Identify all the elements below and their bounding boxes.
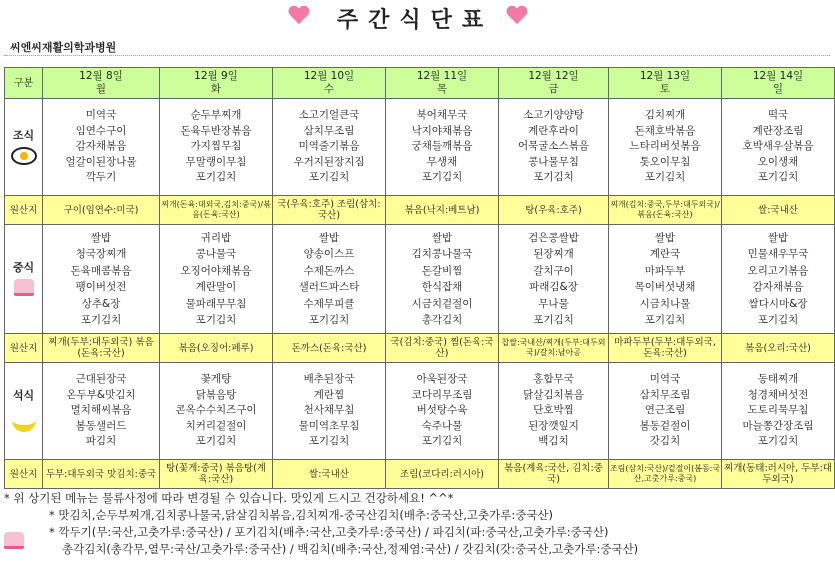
menu-item: 수제돈까스 <box>303 264 355 277</box>
meal-row <box>5 225 835 334</box>
meal-row <box>5 99 835 196</box>
origin-cell: 조림(삼치:국산)/겉절이(봄동:국산,고춧가루:중국) <box>609 460 722 489</box>
menu-item: 갓김치 <box>649 435 681 448</box>
menu-item: 청국장찌개 <box>75 248 127 260</box>
day-weekday: 목 <box>436 83 448 95</box>
menu-item: 계란국 <box>649 248 681 260</box>
origin-cell: 찌개(두부:대두외국) 볶음(돈육:국산) <box>43 334 160 363</box>
origin-cell: 볶음(낙지:베트남) <box>386 196 499 225</box>
origin-cell: 볶음(오징어:페루) <box>160 334 273 363</box>
divider <box>4 55 830 62</box>
menu-item: 계란장조림 <box>752 124 804 137</box>
menu-item: 소고기얼큰국 <box>298 109 360 122</box>
menu-cell <box>160 225 273 334</box>
menu-item: 봄동겉절이 <box>639 419 691 432</box>
origin-cell: 탕(우육:호주) <box>499 196 609 225</box>
day-header <box>160 68 273 99</box>
menu-item: 버섯탕수육 <box>416 404 468 417</box>
menu-item: 무나물 <box>538 297 569 310</box>
menu-item: 총각김치 <box>421 314 463 326</box>
menu-item: 목이버섯냉채 <box>634 281 696 293</box>
menu-item: 포기김치 <box>644 314 686 326</box>
menu-item: 숙주나물 <box>421 419 463 432</box>
menu-cell <box>43 363 160 460</box>
menu-item: 김치찌개 <box>644 109 686 122</box>
menu-item: 감자채볶음 <box>752 281 804 293</box>
meal-label: 조식 <box>12 128 35 142</box>
menu-item: 포기김치 <box>533 314 574 326</box>
menu-item: 감자채볶음 <box>75 140 127 153</box>
menu-item: 포기김치 <box>308 171 350 184</box>
menu-item: 시금치겉절이 <box>411 297 473 310</box>
origin-row <box>5 196 835 225</box>
day-header <box>722 68 835 99</box>
note-line: * 위 상기된 메뉴는 물류사정에 따라 변경될 수 있습니다. 맛있게 드시고 건강하세요! ^^* <box>4 491 454 505</box>
meal-label: 석식 <box>12 389 35 402</box>
menu-item: 포기김치 <box>757 171 799 184</box>
day-header <box>43 68 160 99</box>
menu-item: 연근조림 <box>644 404 686 417</box>
menu-item: 호박새우살볶음 <box>742 140 814 153</box>
menu-item: 얼갈이된장나물 <box>65 155 137 168</box>
menu-item: 삼치무조림 <box>303 124 355 137</box>
menu-item: 샐러드파스타 <box>298 281 360 293</box>
origin-cell: 찹쌀:국내산/찌개(두부:대두외국)/갈치:남아공 <box>499 334 609 363</box>
note-line: * 맛김치,순두부찌개,김치콩나물국,닭살김치볶음,김치찌개-중국산김치(배추:중국산,고춧가루:중국산) <box>49 508 554 522</box>
menu-item: 포기김치 <box>421 171 463 184</box>
day-date: 12월 11일 <box>416 70 468 82</box>
meal-label-cell <box>5 225 43 334</box>
day-date: 12월 13일 <box>639 70 691 82</box>
origin-cell: 쌀:국내산 <box>273 460 386 489</box>
menu-item: 돈갈비찜 <box>421 264 463 277</box>
menu-item: 포기김치 <box>757 314 799 326</box>
day-date: 12월 10일 <box>303 70 355 82</box>
day-header <box>386 68 499 99</box>
menu-cell <box>722 363 835 460</box>
menu-item: 포기김치 <box>308 314 350 326</box>
menu-item: 어묵굴소스볶음 <box>517 140 589 153</box>
menu-item: 오징어야채볶음 <box>180 264 252 277</box>
menu-item: 미역국 <box>649 373 681 386</box>
origin-row <box>5 334 835 363</box>
day-header <box>273 68 386 99</box>
gubun-header: 구분 <box>5 68 43 99</box>
origin-cell: 두부:대두외국 맛김치:중국 <box>43 460 160 489</box>
menu-cell <box>386 225 499 334</box>
origin-label: 원산지 <box>5 196 43 225</box>
origin-cell: 찌개(돈육:대외국,김치:중국)/볶음(돈육:국산) <box>160 196 273 225</box>
menu-item: 치커리겉절이 <box>185 419 247 432</box>
menu-item: 팽이버섯전 <box>75 281 127 293</box>
egg-icon <box>11 147 37 165</box>
menu-cell <box>499 363 609 460</box>
menu-item: 가지찜무침 <box>190 140 242 153</box>
menu-item: 느타리버섯볶음 <box>629 140 701 153</box>
banana-icon <box>12 405 36 432</box>
menu-item: 돈채호박볶음 <box>634 124 696 137</box>
menu-item: 시금치나물 <box>639 297 691 310</box>
day-date: 12월 12일 <box>528 70 579 82</box>
origin-cell: 찌개(김치:중국,두부:대두외국)/볶음(돈육:국산) <box>609 196 722 225</box>
menu-cell <box>386 363 499 460</box>
day-weekday: 월 <box>95 83 107 95</box>
day-weekday: 금 <box>548 83 559 95</box>
day-weekday: 수 <box>323 83 335 95</box>
meal-row <box>5 363 835 460</box>
menu-cell <box>499 225 609 334</box>
menu-item: 검은콩쌀밥 <box>528 231 579 244</box>
menu-item: 쌀밥 <box>654 231 676 244</box>
day-weekday: 일 <box>772 83 784 95</box>
menu-cell <box>273 99 386 196</box>
menu-item: 포기김치 <box>421 435 463 448</box>
menu-cell <box>160 363 273 460</box>
menu-item: 포기김치 <box>757 435 799 448</box>
menu-item: 포기김치 <box>80 314 122 326</box>
menu-item: 된장찌개 <box>533 248 574 260</box>
menu-item: 삼치무조림 <box>639 388 691 401</box>
menu-cell <box>43 99 160 196</box>
note-line: 총각김치(총각무,열무:국산/고춧가루:중국산) / 백김치(배추:국산,정제염:국산) / 갓김치(갓:중국산,고춧가루:중국산) <box>62 542 639 556</box>
menu-item: 우거지된장지짐 <box>293 155 365 168</box>
menu-item: 포기김치 <box>195 435 237 448</box>
meal-label-cell <box>5 99 43 196</box>
menu-item: 포기김치 <box>195 171 237 184</box>
menu-item: 봄동샐러드 <box>75 419 127 432</box>
menu-item: 동태찌개 <box>757 373 799 386</box>
origin-cell: 볶음(오리:국산) <box>722 334 835 363</box>
menu-item: 무말랭이무침 <box>185 155 247 168</box>
menu-item: 깍두기 <box>85 171 117 184</box>
origin-cell: 탕(꽃게:중국) 볶음탕(계육:국산) <box>160 460 273 489</box>
heart-icon <box>288 6 310 26</box>
menu-cell <box>273 363 386 460</box>
menu-item: 한식잡채 <box>421 281 463 293</box>
menu-item: 근대된장국 <box>75 373 127 386</box>
menu-item: 쌀밥 <box>767 231 789 244</box>
origin-cell: 볶음(계육:국산, 김치:중국) <box>499 460 609 489</box>
menu-item: 물미역초무침 <box>298 419 360 432</box>
heart-icon <box>506 6 528 26</box>
menu-cell <box>43 225 160 334</box>
menu-item: 콩나물무침 <box>528 155 579 168</box>
day-weekday: 화 <box>210 83 222 95</box>
menu-item: 돈육두반장볶음 <box>180 124 252 137</box>
title-bar <box>0 0 835 34</box>
menu-item: 코다리무조림 <box>411 388 473 401</box>
menu-item: 떡국 <box>767 109 789 122</box>
menu-item: 포기김치 <box>533 171 574 184</box>
origin-cell: 조림(코다리:러시아) <box>386 460 499 489</box>
menu-item: 포기김치 <box>644 171 686 184</box>
menu-item: 오이생채 <box>757 155 799 168</box>
menu-item: 파김치 <box>85 435 117 448</box>
menu-item: 쌀밥 <box>90 231 112 244</box>
menu-item: 톳오이무침 <box>639 155 691 168</box>
menu-item: 물파래무무침 <box>185 297 247 310</box>
menu-item: 배추된장국 <box>303 373 355 386</box>
menu-item: 양송이스프 <box>303 248 355 260</box>
origin-cell: 구이(임연수:미국) <box>43 196 160 225</box>
menu-item: 멸치해씨볶음 <box>70 404 132 417</box>
menu-item: 쌀밥 <box>318 231 340 244</box>
menu-item: 된장깻잎지 <box>528 419 579 432</box>
menu-item: 마늘쫑간장조림 <box>742 419 814 432</box>
origin-cell: 찌개(동태:러시아, 두부:대두외국) <box>722 460 835 489</box>
origin-cell: 국(김치:중국) 찜(돈육:국산) <box>386 334 499 363</box>
meal-label-cell <box>5 363 43 460</box>
menu-item: 계란찜 <box>313 388 345 401</box>
menu-item: 귀리밥 <box>200 231 232 244</box>
menu-table <box>4 67 835 489</box>
menu-item: 쌈다시마&장 <box>748 297 808 310</box>
menu-item: 순두부찌개 <box>190 109 242 122</box>
menu-item: 궁채들깨볶음 <box>411 140 473 153</box>
menu-item: 계란후라이 <box>528 124 579 137</box>
menu-item: 미역줄기볶음 <box>298 140 360 153</box>
menu-cell <box>722 225 835 334</box>
origin-label: 원산지 <box>5 460 43 489</box>
meal-label: 중식 <box>12 261 35 274</box>
menu-cell <box>722 99 835 196</box>
menu-cell <box>609 363 722 460</box>
menu-cell <box>386 99 499 196</box>
menu-item: 오리고기볶음 <box>747 264 809 277</box>
menu-item: 돈육매콤볶음 <box>70 264 132 277</box>
menu-item: 소고기양양탕 <box>523 109 584 122</box>
menu-item: 닭볶음탕 <box>195 388 237 401</box>
cake-icon <box>14 279 34 296</box>
menu-item: 낙지야채볶음 <box>411 124 473 137</box>
menu-cell <box>499 99 609 196</box>
menu-item: 계란말이 <box>195 281 237 293</box>
menu-item: 쌀밥 <box>431 231 453 244</box>
header-row <box>5 68 835 99</box>
day-weekday: 토 <box>659 83 671 95</box>
menu-item: 백김치 <box>538 435 569 448</box>
menu-item: 김치콩나물국 <box>411 248 473 260</box>
day-date: 12월 14일 <box>752 70 804 82</box>
menu-item: 꽃게탕 <box>200 373 232 386</box>
day-date: 12월 8일 <box>79 70 123 82</box>
day-date: 12월 9일 <box>194 70 238 82</box>
origin-cell: 돈까스(돈육:국산) <box>273 334 386 363</box>
menu-item: 미역국 <box>85 109 117 122</box>
origin-cell: 마파두부(두부:대두외국, 돈육:국산) <box>609 334 722 363</box>
origin-label: 원산지 <box>5 334 43 363</box>
menu-item: 포기김치 <box>195 314 237 326</box>
day-header <box>499 68 609 99</box>
menu-item: 갈치구이 <box>533 264 574 277</box>
menu-item: 콘옥수수치즈구이 <box>175 404 257 417</box>
menu-item: 청경채버섯전 <box>747 388 809 401</box>
menu-item: 도토리묵무침 <box>747 404 809 417</box>
hospital-name: 씨엔씨재활의학과병원 <box>10 41 117 54</box>
menu-cell <box>273 225 386 334</box>
menu-item: 아욱된장국 <box>416 373 468 386</box>
menu-item: 닭살김치볶음 <box>523 388 584 401</box>
menu-item: 무생채 <box>426 155 458 168</box>
day-header <box>609 68 722 99</box>
menu-item: 임연수구이 <box>75 124 127 137</box>
page-title: 주간식단표 <box>336 7 494 33</box>
menu-item: 홍합무국 <box>533 373 574 386</box>
menu-item: 온두부&맛김치 <box>66 388 136 401</box>
menu-item: 포기김치 <box>308 435 350 448</box>
menu-cell <box>609 99 722 196</box>
menu-item: 파래김&장 <box>529 281 578 293</box>
menu-item: 수제무피클 <box>303 297 355 310</box>
menu-item: 북어채무국 <box>416 109 468 122</box>
menu-item: 단호박찜 <box>533 404 574 417</box>
menu-cell <box>609 225 722 334</box>
menu-item: 콩나물국 <box>195 248 237 260</box>
menu-item: 상추&장 <box>81 297 121 310</box>
menu-item: 민물새우무국 <box>747 248 809 260</box>
notes <box>4 490 832 558</box>
menu-item: 마파두부 <box>644 264 686 277</box>
origin-row <box>5 460 835 489</box>
menu-cell <box>160 99 273 196</box>
origin-cell: 쌀:국내산 <box>722 196 835 225</box>
menu-item: 천사채무침 <box>303 404 355 417</box>
note-line: * 깍두기(무:국산,고춧가루:중국산) / 포기김치(배추:국산,고춧가루:중국산) / 파김치(파:중국산,고춧가루:중국산) <box>49 525 609 539</box>
origin-cell: 국(우육:호주) 조림(삼치:국산) <box>273 196 386 225</box>
